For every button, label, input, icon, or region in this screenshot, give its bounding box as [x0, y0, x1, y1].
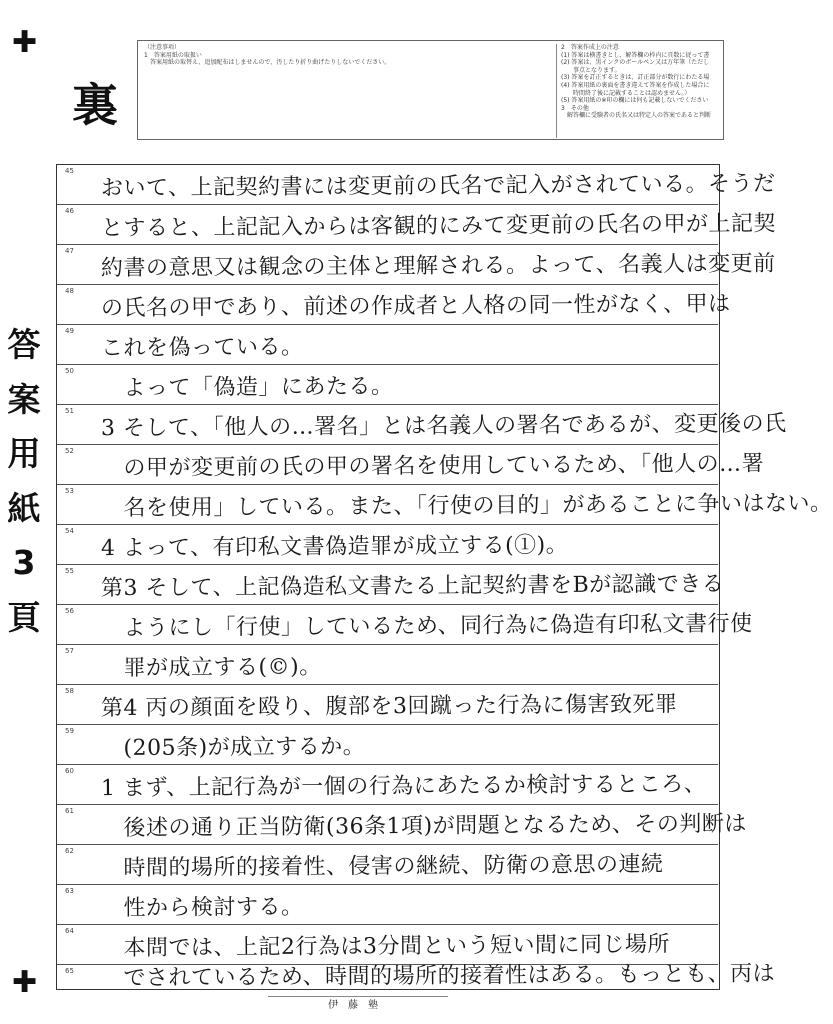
handwritten-text: 罪が成立する(©)。	[100, 654, 322, 682]
answer-line	[57, 485, 833, 525]
line-number: 46	[65, 207, 74, 215]
line-number: 59	[65, 727, 74, 735]
notice-line: 事点となります。	[561, 66, 621, 74]
answer-line	[57, 565, 725, 605]
handwritten-text: 1 まず、上記行為が一個の行為にあたるか検討するところ、	[100, 771, 707, 802]
answer-line	[57, 325, 718, 365]
handwritten-text: おいて、上記契約書には変更前の氏名で記入がされている。そうだ	[100, 171, 776, 202]
notice-line: 2 答案作成上の注意	[561, 44, 619, 51]
registration-mark-top: ✚	[12, 25, 38, 60]
answer-sheet	[56, 164, 833, 992]
notice-line: 3 その他	[561, 104, 589, 112]
answer-line	[57, 685, 718, 725]
line-number: 48	[65, 287, 74, 295]
line-number: 57	[65, 647, 74, 655]
handwritten-text: の甲が変更前の氏の甲の署名を使用しているため、「他人の…署	[100, 451, 765, 482]
answer-line	[57, 925, 718, 965]
answer-line	[57, 165, 776, 205]
notice-line: (4) 答案用紙の裏面を書き違えて答案を作成した場合に	[561, 81, 710, 89]
answer-line	[57, 805, 747, 845]
registration-mark-bottom: ✚	[12, 965, 38, 1000]
line-number: 47	[65, 247, 74, 255]
answer-line	[57, 725, 718, 765]
handwritten-text: 時間的場所的接着性、侵害の継続、防衛の意思の連続	[100, 852, 664, 882]
answer-line	[57, 885, 718, 925]
answer-sheet-page-label: 答案用紙3頁	[7, 325, 41, 637]
notice-line: 1 答案用紙の取扱い	[144, 51, 202, 59]
notice-line: 答案用紙の取替え、追加配布はしませんので、汚したり折り曲げたりしないでください。	[144, 59, 391, 67]
handwritten-text: とすると、上記記入からは客観的にみて変更前の氏名の甲が上記契	[100, 211, 777, 242]
answer-line	[57, 285, 731, 325]
back-side-label: 裏	[72, 78, 118, 132]
handwritten-text: よって「偽造」にあたる。	[100, 374, 394, 402]
notice-line: (3) 答案を訂正するときは、訂正部分が数行にわたる場	[561, 74, 710, 82]
handwritten-text: 名を使用」している。また、「行使の目的」があることに争いはない。	[100, 491, 833, 522]
handwritten-text: の氏名の甲であり、前述の作成者と人格の同一性がなく、甲は	[100, 291, 731, 322]
line-number: 62	[65, 847, 74, 855]
answer-line	[57, 765, 718, 805]
line-number: 49	[65, 327, 74, 335]
handwritten-text: (205条)が成立するか。	[100, 734, 366, 762]
handwritten-text: 第4 丙の顔面を殴り、腹部を3回蹴った行為に傷害致死罪	[100, 692, 678, 722]
handwritten-text: 性から検討する。	[100, 894, 304, 922]
line-number: 45	[65, 167, 74, 175]
line-number: 52	[65, 447, 74, 455]
handwritten-text: 本問では、上記2行為は3分間という短い間に同じ場所	[100, 932, 671, 962]
handwritten-text: 第3 そして、上記偽造私文書たる上記契約書をBが認識できる	[100, 571, 725, 602]
answer-line	[57, 961, 776, 992]
line-number: 55	[65, 567, 74, 575]
handwritten-text: でされているため、時間的場所的接着性はある。もっとも、丙は	[100, 961, 776, 992]
answer-line	[57, 605, 753, 645]
line-number: 50	[65, 367, 74, 375]
cram-school-name: 伊藤塾	[268, 996, 448, 1015]
line-number: 65	[65, 967, 74, 975]
notice-right-column	[556, 44, 731, 138]
notice-box	[137, 40, 724, 140]
line-number: 60	[65, 767, 74, 775]
line-number: 53	[65, 487, 74, 495]
notice-line: (2) 答案は、黒インクのボールペン又は万年筆（ただし	[561, 59, 710, 67]
handwritten-text: 後述の通り正当防衛(36条1項)が問題となるため、その判断は	[100, 811, 747, 842]
answer-line	[57, 525, 718, 565]
line-number: 56	[65, 607, 74, 615]
notice-line: 時間終了後に記載することは認めません。）	[561, 89, 691, 97]
answer-line	[57, 405, 787, 445]
answer-line	[57, 365, 718, 405]
line-number: 63	[65, 887, 74, 895]
notice-line: （注意事項）	[144, 44, 181, 51]
answer-line	[57, 645, 718, 685]
line-number: 61	[65, 807, 74, 815]
handwritten-text: 4 よって、有印私文書偽造罪が成立する(①)。	[100, 532, 569, 562]
notice-line: (5) 答案用紙の※印の欄には何も記載しないでください	[561, 97, 709, 105]
answer-line	[57, 205, 777, 245]
handwritten-text: ようにし「行使」しているため、同行為に偽造有印私文書行使	[100, 611, 753, 642]
line-number: 64	[65, 927, 74, 935]
line-number: 54	[65, 527, 74, 535]
answer-line	[57, 845, 718, 885]
notice-line: 解答欄に受験者の氏名又は特定人の答案であると判断	[561, 112, 712, 120]
handwritten-text: 約書の意思又は観念の主体と理解される。よって、名義人は変更前	[100, 251, 776, 282]
answer-line	[57, 445, 765, 485]
answer-line	[57, 245, 776, 285]
notice-line: (1) 答案は横書きとし、解答欄の枠内に頁数に従って書	[561, 51, 710, 59]
line-number: 58	[65, 687, 74, 695]
handwritten-text: 3 そして、「他人の…署名」とは名義人の署名であるが、変更後の氏	[100, 411, 787, 442]
notice-left-column	[144, 44, 544, 67]
handwritten-text: これを偽っている。	[100, 334, 304, 362]
line-number: 51	[65, 407, 74, 415]
